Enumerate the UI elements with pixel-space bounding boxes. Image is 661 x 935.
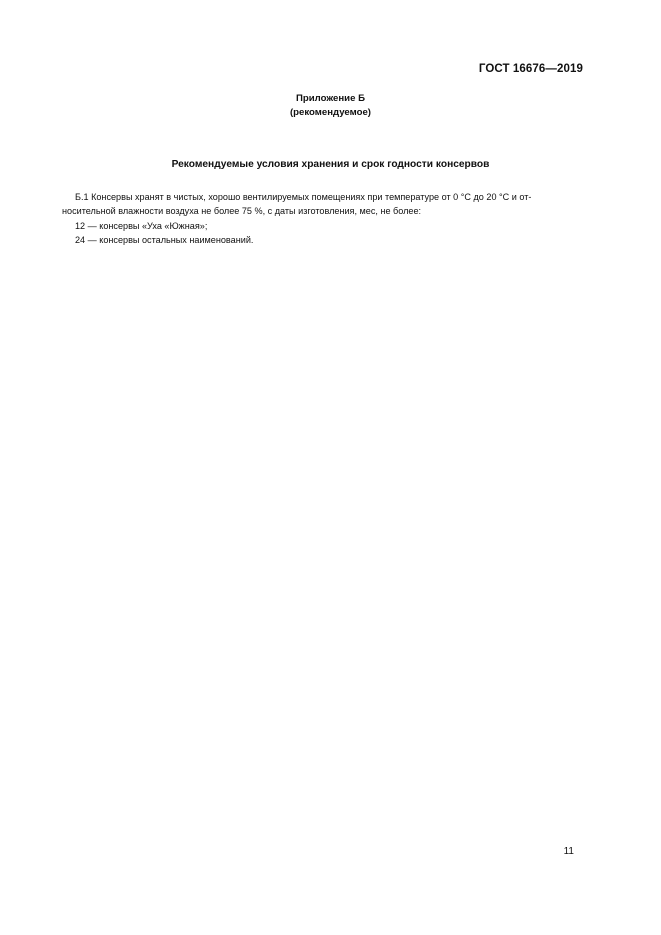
page-number: 11 xyxy=(563,846,574,857)
paragraph-b1 xyxy=(62,190,582,219)
body-text xyxy=(62,190,582,247)
appendix-heading xyxy=(0,92,661,120)
section-title: Рекомендуемые условия хранения и срок годности консервов xyxy=(171,159,490,170)
paragraph-line: Б.1 Консервы хранят в чистых, хорошо вентилируемых помещениях при температуре от 0 °С до 20 °С и от- xyxy=(75,192,532,202)
paragraph-line: носительной влажности воздуха не более 75 %, с даты изготовления, мес, не более: xyxy=(62,206,422,217)
list-item: 24 — консервы остальных наименований. xyxy=(75,234,254,245)
document-code: ГОСТ 16676—2019 xyxy=(478,63,583,75)
list-item: 12 — консервы «Уха «Южная»; xyxy=(75,220,208,231)
appendix-status: (рекомендуемое) xyxy=(289,107,371,118)
appendix-title: Приложение Б xyxy=(296,93,365,104)
